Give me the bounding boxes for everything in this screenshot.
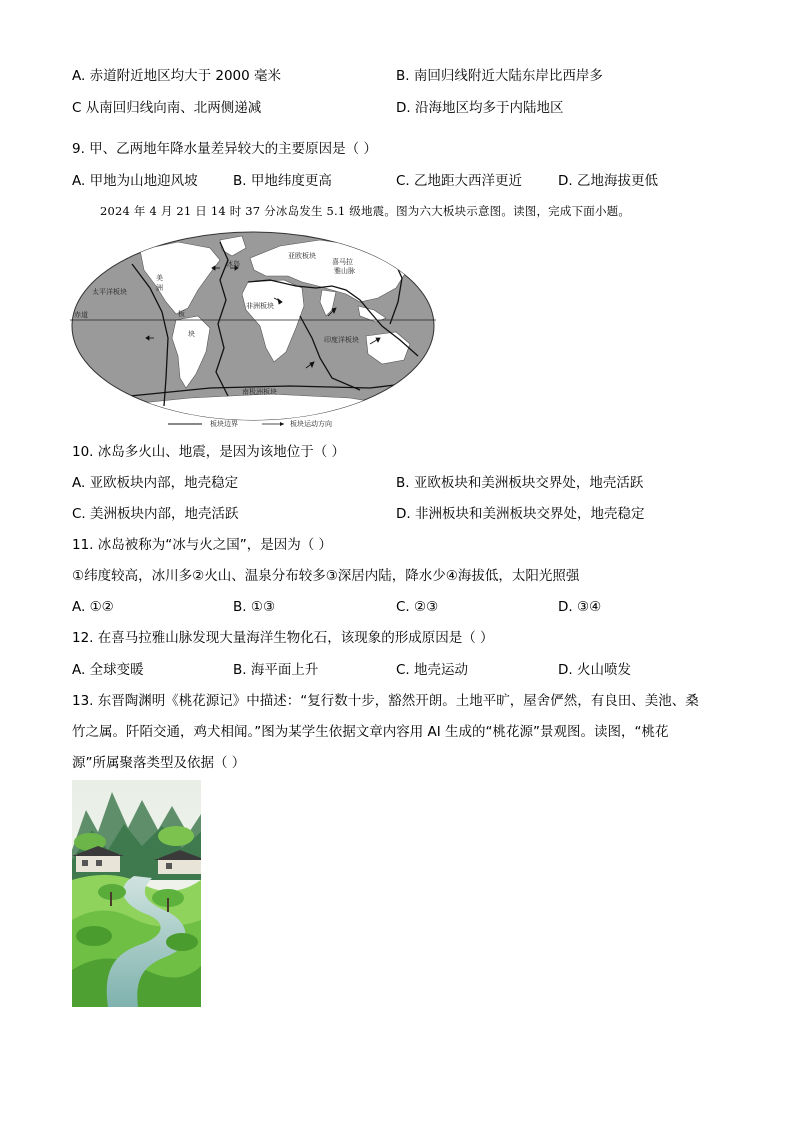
q10-option-b[interactable]: B. 亚欧板块和美洲板块交界处，地壳活跃 xyxy=(396,475,644,491)
q13-line-1: 13. 东晋陶渊明《桃花源记》中描述：“复行数十步，豁然开朗。土地平旷，屋舍俨然，有良田、美池、桑 xyxy=(72,693,699,709)
plate-map xyxy=(70,228,436,433)
q11-option-d[interactable]: D. ③④ xyxy=(558,599,602,615)
q10-stem: 10. 冰岛多火山、地震，是因为该地位于（ ） xyxy=(72,444,346,460)
q12-option-d[interactable]: D. 火山喷发 xyxy=(558,662,631,678)
label-american-2: 洲 xyxy=(156,284,163,292)
q9-option-c[interactable]: C. 乙地距大西洋更近 xyxy=(396,173,523,189)
q11-option-c[interactable]: C. ②③ xyxy=(396,599,439,615)
peach-blossom-landscape-image xyxy=(72,780,201,1007)
label-equator: 赤道 xyxy=(74,311,88,319)
q9-option-d[interactable]: D. 乙地海拔更低 xyxy=(558,173,658,189)
label-himalaya-1: 喜马拉 xyxy=(332,258,353,266)
legend-motion-label: 板块运动方向 xyxy=(290,420,332,428)
q8-option-a[interactable]: A. 赤道附近地区均大于 2000 毫米 xyxy=(72,68,282,84)
q11-statements: ①纬度较高，冰川多②火山、温泉分布较多③深居内陆，降水少④海拔低，太阳光照强 xyxy=(72,568,580,584)
label-antarctic-plate: 南极洲板块 xyxy=(242,388,277,396)
label-american-4: 块 xyxy=(188,330,195,338)
reading-intro: 2024 年 4 月 21 日 14 时 37 分冰岛发生 5.1 级地震。图为六大板块示意图。读图，完成下面小题。 xyxy=(100,204,631,218)
q9-stem: 9. 甲、乙两地年降水量差异较大的主要原因是（ ） xyxy=(72,141,377,157)
q10-option-c[interactable]: C. 美洲板块内部，地壳活跃 xyxy=(72,506,239,522)
q8-option-c[interactable]: C 从南回归线向南、北两侧递减 xyxy=(72,100,262,116)
q9-option-a[interactable]: A. 甲地为山地迎风坡 xyxy=(72,173,198,189)
q12-stem: 12. 在喜马拉雅山脉发现大量海洋生物化石，该现象的形成原因是（ ） xyxy=(72,630,494,646)
label-american-3: 板 xyxy=(178,310,185,318)
label-eurasian-plate: 亚欧板块 xyxy=(288,252,316,260)
q12-option-a[interactable]: A. 全球变暖 xyxy=(72,662,144,678)
q12-option-b[interactable]: B. 海平面上升 xyxy=(233,662,319,678)
q13-line-3: 源”所属聚落类型及依据（ ） xyxy=(72,755,246,771)
label-american-1: 美 xyxy=(156,274,163,282)
q10-option-d[interactable]: D. 非洲板块和美洲板块交界处，地壳稳定 xyxy=(396,506,645,522)
q8-option-b[interactable]: B. 南回归线附近大陆东岸比西岸多 xyxy=(396,68,603,84)
q13-line-2: 竹之属。阡陌交通，鸡犬相闻。”图为某学生依据文章内容用 AI 生成的“桃花源”景观图。读图，“桃花 xyxy=(72,724,669,740)
label-indian-plate: 印度洋板块 xyxy=(324,336,359,344)
label-african-plate: 非洲板块 xyxy=(246,302,274,310)
q11-option-a[interactable]: A. ①② xyxy=(72,599,114,615)
q11-option-b[interactable]: B. ①③ xyxy=(233,599,276,615)
q9-option-b[interactable]: B. 甲地纬度更高 xyxy=(233,173,332,189)
q10-option-a[interactable]: A. 亚欧板块内部，地壳稳定 xyxy=(72,475,239,491)
q11-stem: 11. 冰岛被称为“冰与火之国”，是因为（ ） xyxy=(72,537,333,553)
legend-boundary-label: 板块边界 xyxy=(210,420,238,428)
label-iceland: 冰岛 xyxy=(226,260,240,268)
q8-option-d[interactable]: D. 沿海地区均多于内陆地区 xyxy=(396,100,564,116)
label-himalaya-2: 雅山脉 xyxy=(334,267,355,275)
label-pacific-plate: 太平洋板块 xyxy=(92,288,127,296)
q12-option-c[interactable]: C. 地壳运动 xyxy=(396,662,469,678)
